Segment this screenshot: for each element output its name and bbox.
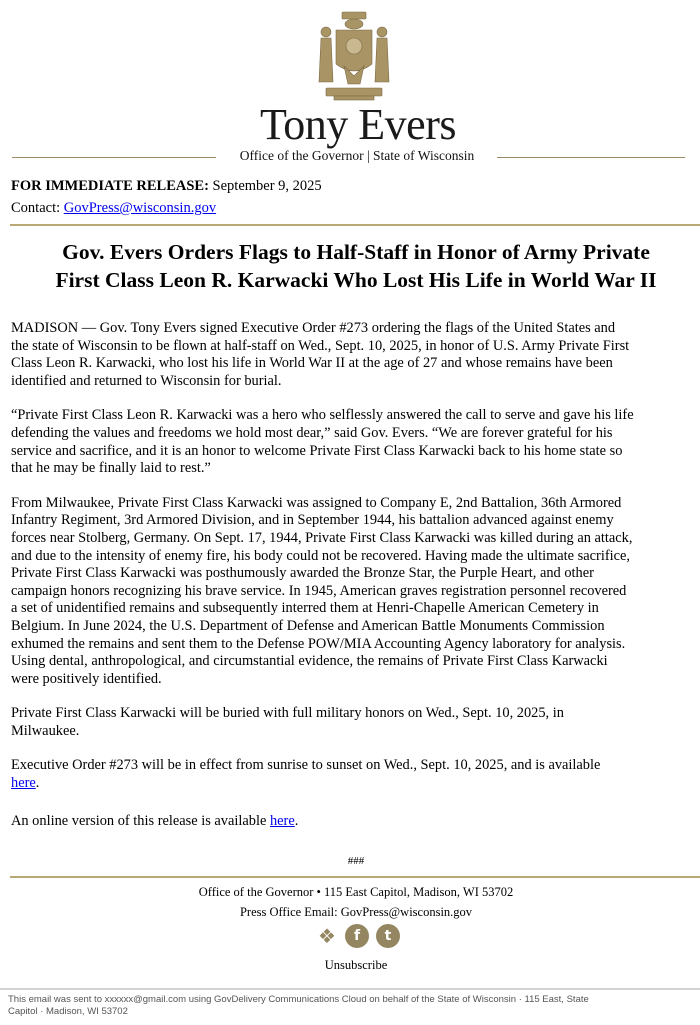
release-label: FOR IMMEDIATE RELEASE: [11,178,209,194]
text-line [11,775,700,793]
wisconsin-state-seal-icon [314,10,394,102]
executive-order-link[interactable]: here [11,775,36,792]
text-line: were positively identified. [11,670,162,687]
text-line: Private First Class Karwacki was posthumously awarded the Bronze Star, the Purple Heart, and other [11,565,594,582]
text-line: From Milwaukee, Private First Class Karwacki was assigned to Company E, 2nd Battalion, 36th Armored [11,494,622,511]
unsubscribe-label[interactable]: Unsubscribe [324,958,388,972]
fineprint-divider [0,988,700,990]
text-line: the state of Wisconsin to be flown at half-staff on Wed., Sept. 10, 2025, in honor of U.S. Army Private First [11,337,630,354]
contact-email-link[interactable]: GovPress@wisconsin.gov [63,200,217,216]
governor-name: Tony Evers [260,100,456,149]
footer-address: Office of the Governor • 115 East Capitol, Madison, WI 53702 [198,885,514,899]
footer-press-email: Press Office Email: GovPress@wisconsin.gov [239,905,473,919]
office-subline [0,148,700,166]
social-links [316,924,403,950]
online-version-link[interactable]: here [269,812,295,829]
text-line: a set of unidentified remains and subsequently interred them at Henri-Chapelle American Cemetery in [11,600,599,617]
paragraph-3 [11,495,700,689]
text-line: Using dental, anthropological, and circumstantial evidence, the remains of Private First Class Karwacki [11,653,608,670]
twitter-icon[interactable]: t [376,924,400,948]
divider [12,157,216,158]
online-version [11,813,700,831]
end-marker: ### [347,855,365,867]
paragraph-5 [11,757,700,792]
text-line: Belgium. In June 2024, the U.S. Department of Defense and American Battle Monuments Commission [11,617,605,634]
text-line: Private First Class Karwacki will be buried with full military honors on Wed., Sept. 10, 2025, in [11,705,564,722]
text-line: exhumed the remains and sent them to the Defense POW/MIA Accounting Agency laboratory for analysis. [11,635,626,652]
text-line: campaign honors recognizing his brave service. In 1945, American graves registration personnel recovered [11,582,627,599]
text-line: service and sacrifice, and it is an honor to welcome Private First Class Karwacki back to his home state so [11,442,623,459]
office-title: Office of the Governor | State of Wisconsin [239,148,475,163]
text-line: Executive Order #273 will be in effect from sunrise to sunset on Wed., Sept. 10, 2025, and is available [11,757,601,774]
fineprint [8,994,688,1017]
text-line: that he may be finally laid to rest.” [11,460,211,477]
text-line: MADISON — Gov. Tony Evers signed Executive Order #273 ordering the flags of the United States and [11,320,616,336]
headline-line: Gov. Evers Orders Flags to Half-Staff in Honor of Army Private [62,240,650,264]
text-line: forces near Stolberg, Germany. On Sept. 17, 1944, Private First Class Karwacki was killed during an attack, [11,529,633,546]
contact-label: Contact: [11,200,61,216]
text-line: “Private First Class Leon R. Karwacki was a hero who selflessly answered the call to serve and gave his life [11,407,634,424]
text-line: Class Leon R. Karwacki, who lost his life in World War II at the age of 27 and whose remains have been [11,355,613,372]
text-line: identified and returned to Wisconsin for burial. [11,372,282,389]
divider [497,157,685,158]
text-line: Milwaukee. [11,722,80,739]
paragraph-4 [11,705,700,740]
fineprint-line: This email was sent to xxxxxx@gmail.com using GovDelivery Communications Cloud on behalf of the State of Wisconsin · 115 East, State [8,994,589,1005]
online-version-text: An online version of this release is available [11,812,270,829]
text-line: Infantry Regiment, 3rd Armored Division, and in September 1944, his battalion advanced against enemy [11,512,614,529]
contact-line [11,197,322,219]
headline-line: First Class Leon R. Karwacki Who Lost His Life in World War II [55,268,657,292]
paragraph-2 [11,407,700,477]
email-header [0,0,700,172]
paragraph-1 [11,320,700,390]
text-line: and due to the intensity of enemy fire, his body could not be recovered. Having made the ultimate sacrifice, [11,547,630,564]
period: . [294,812,299,829]
fineprint-line: Capitol · Madison, WI 53702 [8,1005,128,1017]
top-gold-rule [10,224,700,226]
unsubscribe-link[interactable] [0,958,700,973]
bottom-gold-rule [10,876,700,878]
text-line: defending the values and freedoms we hold most dear,” said Gov. Evers. “We are forever grateful for his [11,424,613,441]
wisconsin-shape-icon[interactable]: ❖ [318,924,336,948]
period: . [35,775,40,792]
release-line [11,175,322,197]
release-date: September 9, 2025 [212,178,322,194]
release-info [11,175,322,219]
facebook-icon[interactable]: f [345,924,369,948]
headline [0,238,700,294]
release-body [11,320,700,847]
